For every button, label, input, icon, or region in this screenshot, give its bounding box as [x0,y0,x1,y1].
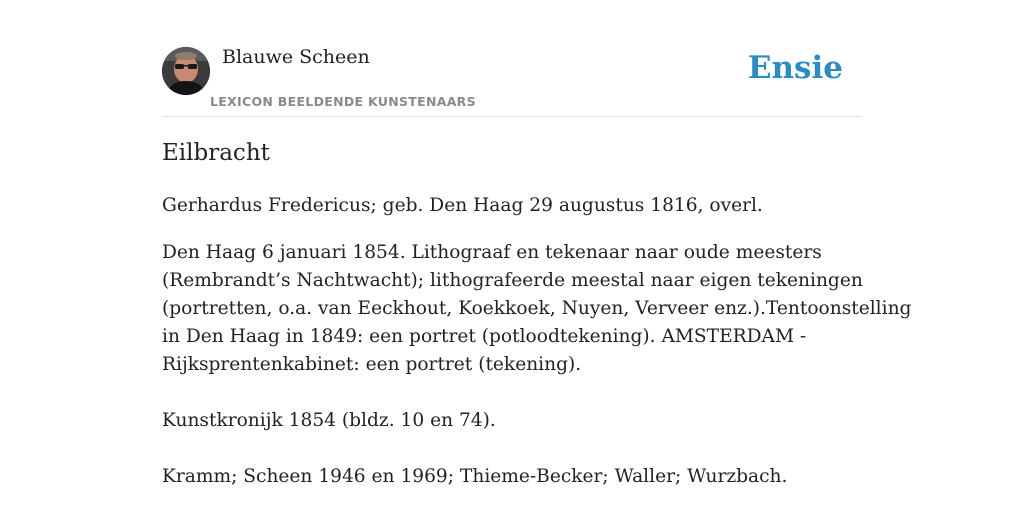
intro-paragraph: Gerhardus Fredericus; geb. Den Haag 29 augustus 1816, overl. [162,195,763,216]
avatar-photo-icon [162,47,210,95]
header [162,44,862,117]
avatar[interactable] [162,47,210,95]
spacer [162,435,862,463]
body-line: in Den Haag in 1849: een portret (potloodtekening). AMSTERDAM - [162,326,807,347]
body-line: (portretten, o.a. van Eeckhout, Koekkoek, Nuyen, Verveer enz.).Tentoonstelling [162,298,912,319]
article-body [162,192,912,491]
reference-line: Kunstkronijk 1854 (bldz. 10 en 74). [162,410,496,431]
brand-logo[interactable]: Ensie [747,50,843,86]
page-title: Eilbracht [162,140,270,166]
body-line: Rijksprentenkabinet: een portret (tekening). [162,354,582,375]
reference-line: Kramm; Scheen 1946 en 1969; Thieme-Becker; Waller; Wurzbach. [162,466,788,487]
spacer [162,379,862,407]
body-line: (Rembrandt’s Nachtwacht); lithografeerde meestal naar eigen tekeningen [162,270,863,291]
body-paragraph [162,239,912,491]
body-line: Den Haag 6 januari 1854. Lithograaf en tekenaar naar oude meesters [162,242,822,263]
author-name[interactable]: Blauwe Scheen [222,46,370,68]
category-label[interactable]: LEXICON BEELDENDE KUNSTENAARS [210,94,476,109]
